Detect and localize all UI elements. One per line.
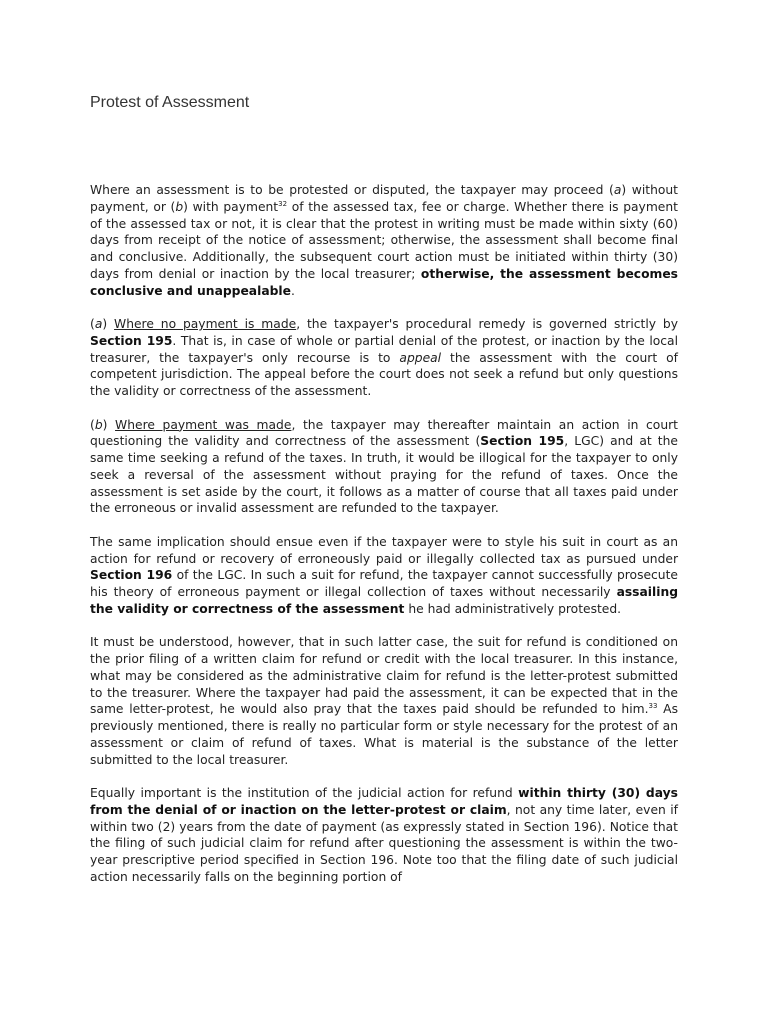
text-run: ) — [102, 417, 116, 432]
document-body — [90, 182, 678, 902]
text-run: ( — [90, 317, 95, 331]
text-run: . — [290, 283, 295, 298]
text-run: ) without payment, or ( — [90, 183, 678, 214]
paragraph-same-implication — [90, 534, 678, 618]
emphasis-text: assailing the validity or correctness of the assessment — [90, 585, 678, 616]
text-run: of the assessed tax, fee or charge. Whether there is payment of the assessed tax or not, it is clear that the protest in writing must be made within sixty (60) days from receipt of the notice of assessment; otherwise, the assessment shall become final and conclusive. Additionally, the subsequent court action must be initiated within thirty (30) days from denial or inaction by the local treasurer; — [90, 199, 678, 281]
item-letter: b — [94, 417, 103, 432]
text-run: As previously mentioned, there is really no particular form or style necessary for the protest of an assessment or claim of refund of taxes. What is material is the substance of the letter submitted to the local treasurer. — [90, 702, 678, 767]
text-run: ) — [102, 317, 115, 331]
paragraph-equally-important — [90, 785, 678, 886]
text-run: , the taxpayer's procedural remedy is governed strictly by — [296, 317, 678, 331]
item-letter: a — [94, 317, 103, 331]
paragraph-payment-made — [90, 417, 678, 518]
item-letter: b — [175, 199, 184, 214]
section-reference: Section 196 — [90, 568, 173, 583]
section-reference: Section 195 — [90, 333, 173, 348]
text-run: Equally important is the institution of the judicial action for refund — [90, 786, 519, 800]
text-run: he had administratively protested. — [404, 601, 622, 616]
document-title: Protest of Assessment — [90, 94, 250, 111]
section-reference: Section 195 — [480, 434, 565, 449]
paragraph-intro — [90, 182, 678, 299]
italic-term: appeal — [399, 350, 442, 365]
underlined-heading: Where no payment is made — [114, 317, 297, 331]
underlined-heading: Where payment was made — [115, 417, 292, 432]
text-run: , the taxpayer may thereafter maintain an action in court questioning the validity and correctness of the assessment ( — [90, 417, 678, 449]
paragraph-understood — [90, 634, 678, 768]
footnote-ref-33: 33 — [648, 702, 658, 711]
text-run: , not any time later, even if within two (2) years from the date of payment (as expressly stated in Section 196). Notice that the filing of such judicial claim for refund after questioning the assessment is within the two-year prescriptive period specified in Section 196. Note too that the filing date of such judicial action necessarily falls on the beginning portion of — [90, 802, 678, 884]
emphasis-text: within thirty (30) days from the denial of or inaction on the letter-protest or claim — [90, 786, 678, 817]
emphasis-text: otherwise, the assessment becomes conclusive and unappealable — [90, 266, 678, 298]
text-run: The same implication should ensue even if the taxpayer were to style his suit in court as an action for refund or recovery of erroneously paid or illegally collected tax as pursued under — [90, 534, 678, 566]
text-run: ( — [90, 417, 95, 432]
text-run: of the LGC. In such a suit for refund, the taxpayer cannot successfully prosecute his theory of erroneous payment or illegal collection of taxes without necessarily — [90, 568, 678, 599]
text-run: , LGC) and at the same time seeking a refund of the taxes. In truth, it would be illogical for the taxpayer to only seek a reversal of the assessment without praying for the refund of taxes. Once the assessment is set aside by the court, it follows as a matter of course that all taxes paid under the erroneous or invalid assessment are refunded to the taxpayer. — [90, 434, 678, 516]
item-letter: a — [613, 183, 622, 197]
text-run: Where an assessment is to be protested or disputed, the taxpayer may proceed ( — [90, 183, 614, 197]
text-run: It must be understood, however, that in such latter case, the suit for refund is conditioned on the prior filing of a written claim for refund or credit with the local treasurer. In this instance, what may be considered as the administrative claim for refund is the letter-protest submitted to the treasurer. Where the taxpayer had paid the assessment, it can be expected that in the same letter-protest, he would also pray that the taxes paid should be refunded to him. — [90, 635, 678, 717]
footnote-ref-32: 32 — [278, 199, 288, 208]
text-run: ) with payment — [183, 199, 279, 214]
text-run: . That is, in case of whole or partial denial of the protest, or inaction by the local treasurer, the taxpayer's only recourse is to — [90, 333, 679, 365]
paragraph-no-payment — [90, 316, 678, 400]
text-run: the assessment with the court of competent jurisdiction. The appeal before the court does not seek a refund but only questions the validity or correctness of the assessment. — [90, 350, 678, 398]
